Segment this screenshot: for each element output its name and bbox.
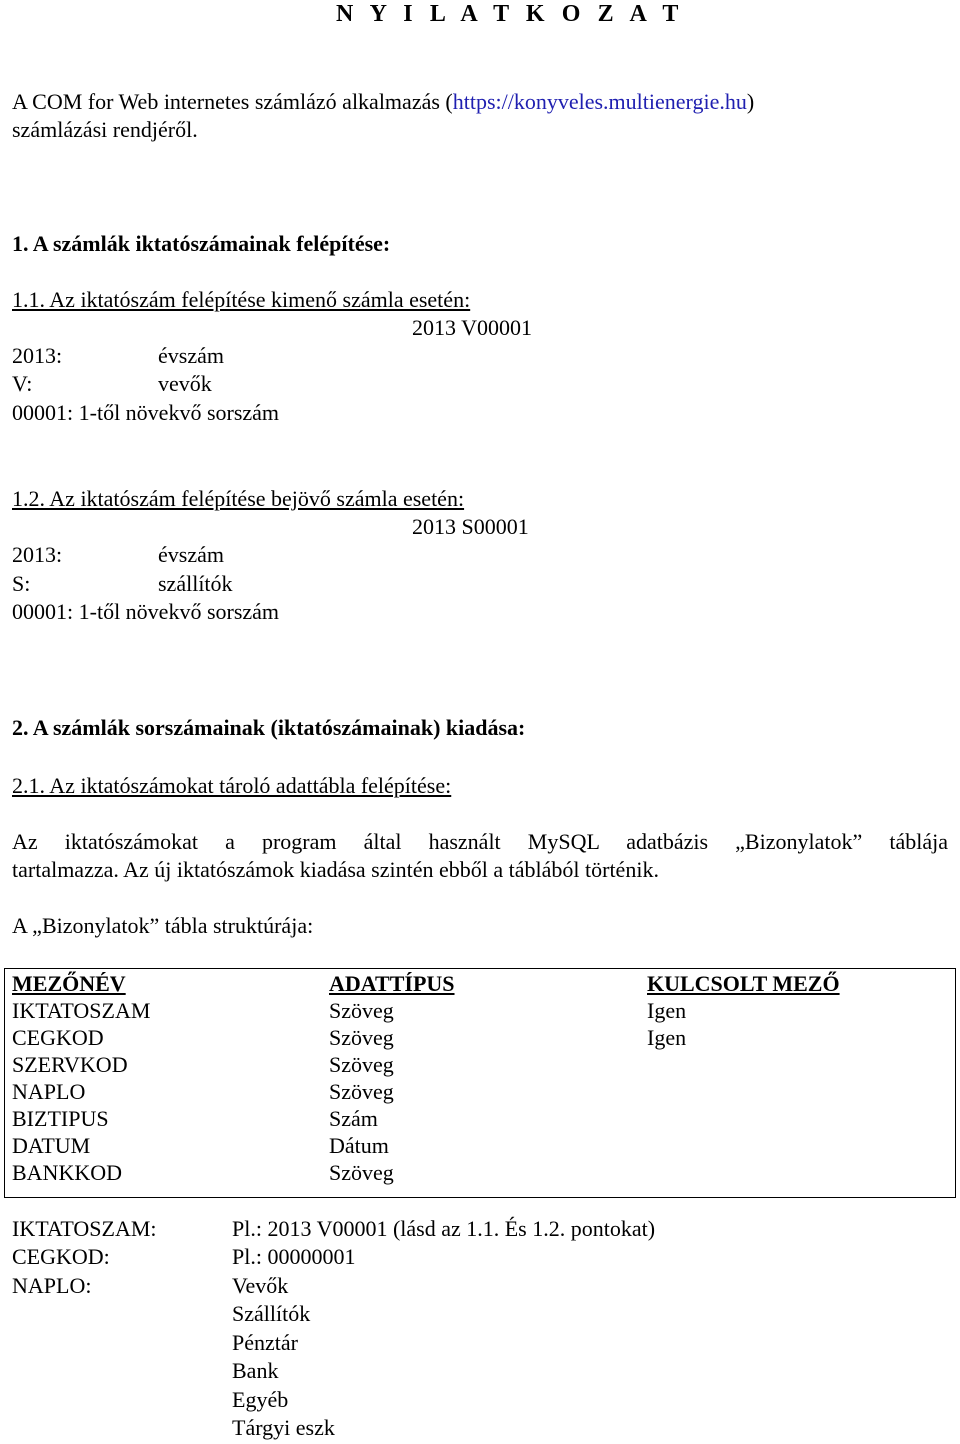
- outgoing-key-year: 2013:: [12, 343, 63, 368]
- note-iktatoszam-label: IKTATOSZAM:: [12, 1216, 157, 1241]
- cell-data-type: Dátum: [329, 1133, 389, 1158]
- table-row: [5, 997, 956, 1024]
- section-1-2-heading: 1.2. Az iktatószám felépítése bejövő számla esetén:: [12, 486, 465, 511]
- table-structure-caption: A „Bizonylatok” tábla struktúrája:: [12, 913, 314, 938]
- naplo-value-item: Bank: [232, 1358, 279, 1383]
- section-2-1-heading: 2.1. Az iktatószámokat tároló adattábla felépítése:: [12, 773, 452, 798]
- cell-field-name: BANKKOD: [12, 1160, 122, 1185]
- table-description-line-1: Az iktatószámokat a program által használt MySQL adatbázis „Bizonylatok” táblája: [12, 829, 948, 854]
- section-1-heading: 1. A számlák iktatószámainak felépítése:: [12, 231, 391, 256]
- note-naplo-label: NAPLO:: [12, 1273, 92, 1298]
- incoming-key-year: 2013:: [12, 542, 63, 567]
- table-row: [5, 1051, 956, 1078]
- naplo-value-item: Egyéb: [232, 1387, 289, 1412]
- cell-data-type: Szöveg: [329, 1025, 394, 1050]
- cell-data-type: Szám: [329, 1106, 378, 1131]
- cell-field-name: DATUM: [12, 1133, 91, 1158]
- outgoing-value-serial: 1-től növekvő sorszám: [78, 400, 280, 425]
- cell-key-field: Igen: [647, 998, 687, 1023]
- cell-key-field: [640, 1051, 956, 1078]
- incoming-value-serial: 1-től növekvő sorszám: [78, 599, 280, 624]
- cell-key-field: [640, 1132, 956, 1159]
- cell-data-type: Szöveg: [329, 998, 394, 1023]
- note-cegkod-value: Pl.: 00000001: [232, 1244, 356, 1269]
- table-row: [5, 1132, 956, 1159]
- intro-line-2: számlázási rendjéről.: [12, 117, 198, 142]
- cell-field-name: IKTATOSZAM: [12, 998, 151, 1023]
- intro-suffix: ): [746, 89, 755, 114]
- note-iktatoszam-value: Pl.: 2013 V00001 (lásd az 1.1. És 1.2. pontokat): [232, 1216, 656, 1241]
- incoming-value-year: évszám: [158, 542, 224, 567]
- table-description-line-2: tartalmazza. Az új iktatószámok kiadása szintén ebből a táblából történik.: [12, 857, 659, 882]
- cell-key-field: [640, 1105, 956, 1132]
- intro-line-1: [12, 88, 754, 116]
- table-row: [5, 1159, 956, 1198]
- cell-data-type: Szöveg: [329, 1052, 394, 1077]
- cell-key-field: Igen: [647, 1025, 687, 1050]
- header-field-name: MEZŐNÉV: [12, 971, 126, 996]
- naplo-value-item: Vevők: [232, 1273, 289, 1298]
- intro-prefix: A COM for Web internetes számlázó alkalmazás (: [12, 89, 453, 114]
- outgoing-value-type: vevők: [158, 371, 212, 396]
- incoming-key-type: S:: [12, 571, 31, 596]
- incoming-serial-row: [12, 598, 279, 626]
- cell-key-field: [640, 1159, 956, 1198]
- outgoing-key-serial: 00001:: [12, 400, 74, 425]
- naplo-value-item: Tárgyi eszk: [232, 1415, 335, 1440]
- service-url-link[interactable]: https://konyveles.multienergie.hu: [452, 89, 747, 114]
- table-row: [5, 1105, 956, 1132]
- section-1-1-heading: 1.1. Az iktatószám felépítése kimenő számla esetén:: [12, 287, 471, 312]
- table-row: [5, 1024, 956, 1051]
- incoming-key-serial: 00001:: [12, 599, 74, 624]
- cell-field-name: BIZTIPUS: [12, 1106, 109, 1131]
- cell-data-type: Szöveg: [329, 1079, 394, 1104]
- cell-key-field: [640, 1078, 956, 1105]
- naplo-value-item: Szállítók: [232, 1301, 311, 1326]
- header-data-type: ADATTÍPUS: [329, 971, 455, 996]
- incoming-number-example: 2013 S00001: [412, 514, 529, 539]
- cell-field-name: SZERVKOD: [12, 1052, 128, 1077]
- header-key-field: KULCSOLT MEZŐ: [647, 971, 840, 996]
- bizonylatok-structure-table: [4, 968, 956, 1198]
- section-2-heading: 2. A számlák sorszámainak (iktatószámainak) kiadása:: [12, 715, 526, 740]
- outgoing-serial-row: [12, 399, 279, 427]
- naplo-value-item: Pénztár: [232, 1330, 298, 1355]
- document-title: N Y I L A T K O Z A T: [336, 1, 684, 27]
- cell-field-name: CEGKOD: [12, 1025, 104, 1050]
- cell-field-name: NAPLO: [12, 1079, 86, 1104]
- table-row: [5, 1078, 956, 1105]
- table-header-row: [5, 969, 956, 998]
- cell-data-type: Szöveg: [329, 1160, 394, 1185]
- note-cegkod-label: CEGKOD:: [12, 1244, 110, 1269]
- outgoing-value-year: évszám: [158, 343, 224, 368]
- outgoing-key-type: V:: [12, 371, 33, 396]
- outgoing-number-example: 2013 V00001: [412, 315, 532, 340]
- incoming-value-type: szállítók: [158, 571, 233, 596]
